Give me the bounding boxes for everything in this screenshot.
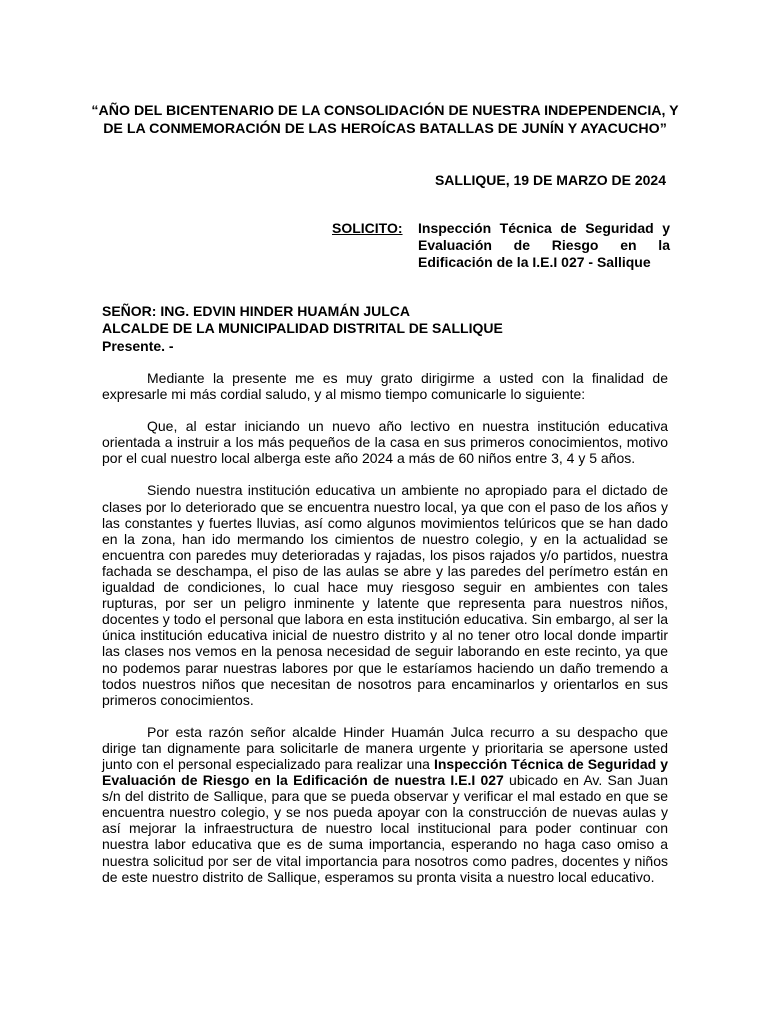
year-motto-heading: “AÑO DEL BICENTENARIO DE LA CONSOLIDACIÓN DE NUESTRA INDEPENDENCIA, Y DE LA CONMEMORACIÓN DE LAS HEROÍCAS BATALLAS DE JUNÍN Y AYACUCHO” [91,103,679,137]
addressee-title: ALCALDE DE LA MUNICIPALIDAD DISTRITAL DE SALLIQUE [102,320,503,337]
paragraph-request [102,724,668,885]
place-date-line: SALLIQUE, 19 DE MARZO DE 2024 [434,172,666,188]
request-text-bold: Inspección Técnica de Seguridad y Evaluación de Riesgo en la Edificación de nuestra I.E.I 027 [102,755,668,789]
letter-body [102,370,668,901]
paragraph-greeting: Mediante la presente me es muy grato dirigirme a usted con la finalidad de expresarle mi más cordial saludo, y al mismo tiempo comunicarle lo siguiente: [102,370,668,403]
paragraph-context: Que, al estar iniciando un nuevo año lectivo en nuestra institución educativa orientada a instruir a los más pequeños de la casa en sus primeros conocimientos, motivo por el cual nuestro local alberga este año 2024 a más de 60 niños entre 3, 4 y 5 años. [102,418,668,467]
addressee-presente: Presente. - [102,337,174,354]
request-text-part1: Por esta razón señor alcalde Hinder Huamán Julca recurro a su despacho que dirige tan dignamente para solicitarle de manera urgente y prioritaria se apersone usted junto con el personal especializado para realizar una [102,723,668,772]
addressee-block [102,303,503,355]
request-label: SOLICITO: [332,220,403,236]
paragraph-situation: Siendo nuestra institución educativa un ambiente no apropiado para el dictado de clases por lo deteriorado que se encuentra nuestro local, ya que con el paso de los años y las constantes y fuertes lluvias, así como algunos movimientos telúricos que se han dado en la zona, han ido mermando los cimientos de nuestro colegio, y en la actualidad se encuentra con paredes muy deterioradas y rajadas, los pisos rajados y/o partidos, nuestra fachada se deschampa, el piso de las aulas se abre y las paredes del perímetro están en igualdad de condiciones, lo cual hace muy riesgoso seguir en ambientes con tales rupturas, por ser un peligro inminente y latente que representa para nuestros niños, docentes y todo el personal que labora en esta institución educativa. Sin embargo, al ser la única institución educativa inicial de nuestro distrito y al no tener otro local donde impartir las clases nos vemos en la penosa necesidad de seguir laborando en este recinto, ya que no podemos parar nuestras labores por que le estaríamos haciendo un daño tremendo a todos nuestros niños que necesitan de nosotros para encaminarlos y orientarlos en sus primeros conocimientos. [102,482,668,708]
request-text: Inspección Técnica de Seguridad y Evaluación de Riesgo en la Edificación de la I.E.I 027 - Sallique [418,220,670,270]
request-text-part2: ubicado en Av. San Juan s/n del distrito de Sallique, para que se pueda observar y verificar el mal estado en que se encuentra nuestro colegio, y se nos pueda apoyar con la construcción de nuevas aulas y así mejorar la infraestructura de nuestro local institucional para poder continuar con nuestra labor educativa que es de suma importancia, esperando no haga caso omiso a nuestra solicitud por ser de vital importancia para nosotros como padres, docentes y niños de este nuestro distrito de Sallique, esperamos su pronta visita a nuestro local educativo. [102,772,668,885]
addressee-name: SEÑOR: ING. EDVIN HINDER HUAMÁN JULCA [102,303,411,319]
